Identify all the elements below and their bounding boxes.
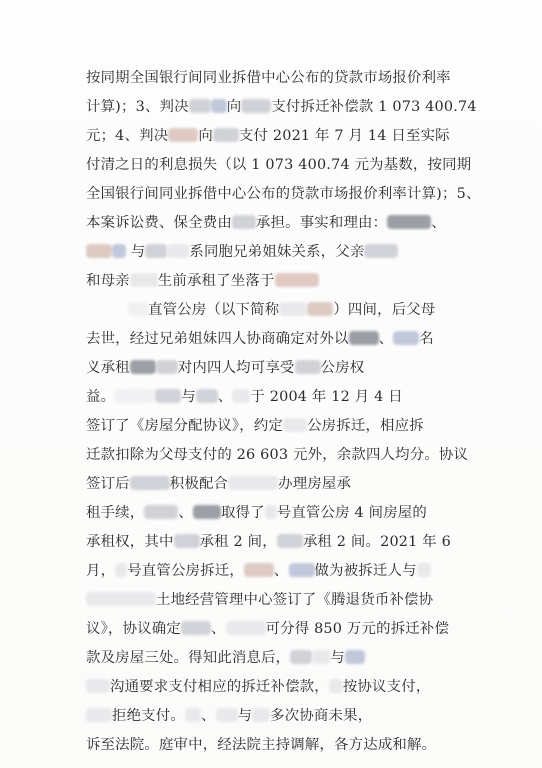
redacted-mark bbox=[265, 505, 277, 519]
text-line-19: 土地经营管理中心签订了《腾退货币补偿协 bbox=[86, 590, 466, 610]
redacted-mark bbox=[130, 273, 158, 287]
text-line-4: 付清之日的利息损失（以 1 073 400.74 元为基数，按同期 bbox=[86, 157, 472, 173]
redacted-mark bbox=[196, 389, 218, 403]
redacted-mark bbox=[115, 389, 155, 403]
redacted-mark bbox=[252, 708, 270, 722]
redacted-mark bbox=[128, 302, 148, 316]
text-line-7: 与 系同胞兄弟姐妹关系，父亲 bbox=[86, 242, 466, 262]
redacted-mark bbox=[185, 708, 201, 722]
text-line-1: 按同期全国银行间同业拆借中心公布的贷款市场报价利率 bbox=[86, 70, 451, 86]
text-line-5: 全国银行间同业拆借中心公布的贷款市场报价利率计算)；5、 bbox=[86, 186, 481, 202]
redacted-mark bbox=[387, 215, 431, 229]
text-line-6: 本案诉讼费、保全费由 承担。事实和理由： 、 bbox=[86, 215, 446, 231]
redacted-mark bbox=[289, 563, 315, 577]
redacted-mark bbox=[329, 679, 343, 693]
redacted-mark bbox=[86, 244, 112, 258]
text-line-24: 诉至法院。庭审中，经法院主持调解，各方达成和解。 bbox=[86, 737, 437, 753]
redacted-mark bbox=[130, 476, 170, 490]
text-line-21: 款及房屋三处。得知此消息后， 与 bbox=[86, 648, 466, 668]
redacted-mark bbox=[275, 273, 319, 287]
redacted-mark bbox=[277, 534, 303, 548]
redacted-mark bbox=[241, 99, 271, 113]
redacted-mark bbox=[168, 128, 198, 142]
text-line-3: 元；4、判决 向 支付 2021 年 7 月 14 日至实际 bbox=[86, 128, 450, 144]
redacted-mark bbox=[349, 331, 379, 345]
text-line-8: 和母亲 生前承租了坐落于 bbox=[86, 271, 466, 291]
text-line-14: 迁款扣除为父母支付的 26 603 元外，余款四人均分。协议 bbox=[86, 447, 469, 463]
redacted-mark bbox=[279, 302, 307, 316]
redacted-mark bbox=[115, 563, 127, 577]
text-line-15: 签订后 积极配合 办理房屋承 bbox=[86, 476, 352, 492]
redacted-mark bbox=[283, 418, 307, 432]
redacted-mark bbox=[156, 360, 178, 374]
redacted-mark bbox=[189, 99, 211, 113]
redacted-mark bbox=[174, 534, 200, 548]
redacted-mark bbox=[167, 244, 189, 258]
redacted-mark bbox=[193, 505, 221, 519]
text-line-20: 议》，协议确定 、 可分得 850 万元的拆迁补偿 bbox=[86, 621, 450, 637]
redacted-mark bbox=[417, 563, 431, 577]
redacted-mark bbox=[244, 563, 274, 577]
redacted-mark bbox=[290, 650, 312, 664]
redacted-mark bbox=[145, 244, 167, 258]
text-line-2: 计算)；3、判决 向 支付拆迁补偿款 1 073 400.74 bbox=[86, 99, 477, 115]
redacted-mark bbox=[295, 360, 321, 374]
text-line-18: 月， 号直管公房拆迁， 、 做为被拆迁人与 bbox=[86, 561, 466, 581]
text-line-16: 租手续， 、 取得了 号直管公房 4 间房屋的 bbox=[86, 505, 427, 521]
redacted-mark bbox=[86, 592, 156, 606]
redacted-mark bbox=[86, 679, 110, 693]
redacted-mark bbox=[226, 621, 266, 635]
redacted-mark bbox=[312, 650, 330, 664]
text-line-9: 直管公房（以下简称 ）四间，后父母 bbox=[128, 300, 508, 320]
text-line-17: 承租权，其中 承租 2 间， 承租 2 间。2021 年 6 bbox=[86, 534, 452, 550]
redacted-mark bbox=[345, 650, 365, 664]
redacted-mark bbox=[155, 389, 181, 403]
text-line-12: 益。 与 、 于 2004 年 12 月 4 日 bbox=[86, 389, 403, 405]
redacted-mark bbox=[86, 708, 112, 722]
text-line-22: 沟通要求支付相应的拆迁补偿款， 按协议支付， bbox=[86, 677, 466, 697]
text-line-10: 去世，经过兄弟姐妹四人协商确定对外以 、 名 bbox=[86, 331, 434, 347]
redacted-mark bbox=[213, 128, 239, 142]
redacted-mark bbox=[130, 360, 156, 374]
redacted-mark bbox=[307, 302, 333, 316]
redacted-mark bbox=[144, 505, 178, 519]
redacted-mark bbox=[364, 244, 398, 258]
redacted-mark bbox=[232, 215, 256, 229]
redacted-mark bbox=[393, 331, 419, 345]
redacted-mark bbox=[211, 99, 227, 113]
text-line-13: 签订了《房屋分配协议》，约定 公房拆迁，相应拆 bbox=[86, 418, 424, 434]
redacted-mark bbox=[181, 621, 211, 635]
text-line-23: 拒绝支付。 、 与 多次协商未果， bbox=[86, 706, 466, 726]
redacted-mark bbox=[216, 708, 238, 722]
redacted-mark bbox=[112, 244, 126, 258]
text-line-11: 义承租 对内四人均可享受 公房权 bbox=[86, 360, 365, 376]
redacted-mark bbox=[228, 476, 278, 490]
redacted-mark bbox=[232, 389, 250, 403]
